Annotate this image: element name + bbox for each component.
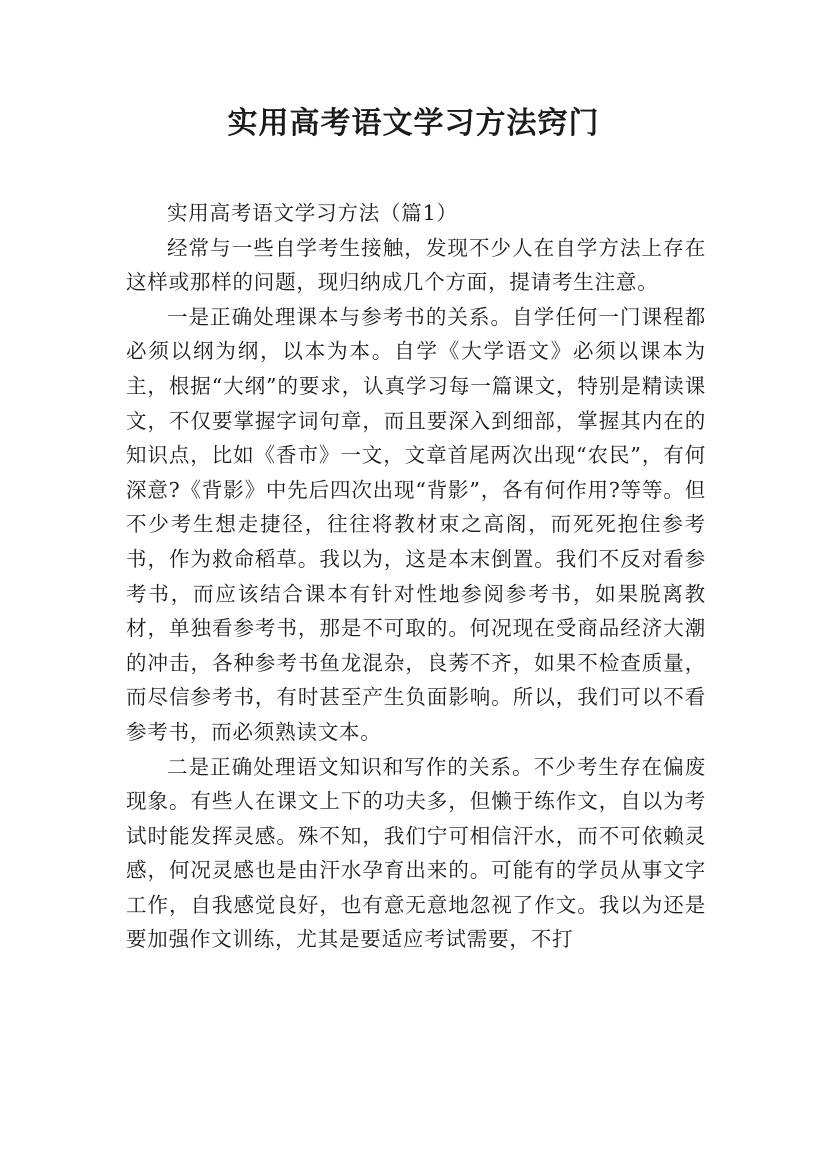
paragraph: 经常与一些自学考生接触，发现不少人在自学方法上存在这样或那样的问题，现归纳成几个方面，提请考生注意。 bbox=[126, 235, 706, 295]
section-heading: 实用高考语文学习方法（篇1） bbox=[167, 201, 458, 225]
document-body bbox=[126, 196, 706, 957]
paragraph: 二是正确处理语文知识和写作的关系。不少考生存在偏废现象。有些人在课文上下的功夫多，但懒于练作文，自以为考试时能发挥灵感。殊不知，我们宁可相信汗水，而不可依赖灵感，何况灵感也是由汗水孕育出来的。可能有的学员从事文字工作，自我感觉良好，也有意无意地忽视了作文。我以为还是要加强作文训练，尤其是要适应考试需要，不打 bbox=[126, 754, 706, 952]
document-title: 实用高考语文学习方法窍门 bbox=[227, 106, 600, 141]
paragraph: 一是正确处理课本与参考书的关系。自学任何一门课程都必须以纲为纲，以本为本。自学《大学语文》必须以课本为主，根据“大纲”的要求，认真学习每一篇课文，特别是精读课文，不仅要掌握字词句章，而且要深入到细部，掌握其内在的知识点，比如《香市》一文，文章首尾两次出现“农民”，有何深意?《背影》中先后四次出现“背影”，各有何作用?等等。但不少考生想走捷径，往往将教材束之高阁，而死死抱住参考书，作为救命稻草。我以为，这是本末倒置。我们不反对看参考书，而应该结合课本有针对性地参阅参考书，如果脱离教材，单独看参考书，那是不可取的。何况现在受商品经济大潮的冲击，各种参考书鱼龙混杂，良莠不齐，如果不检查质量，而尽信参考书，有时甚至产生负面影响。所以，我们可以不看参考书，而必须熟读文本。 bbox=[126, 304, 706, 744]
